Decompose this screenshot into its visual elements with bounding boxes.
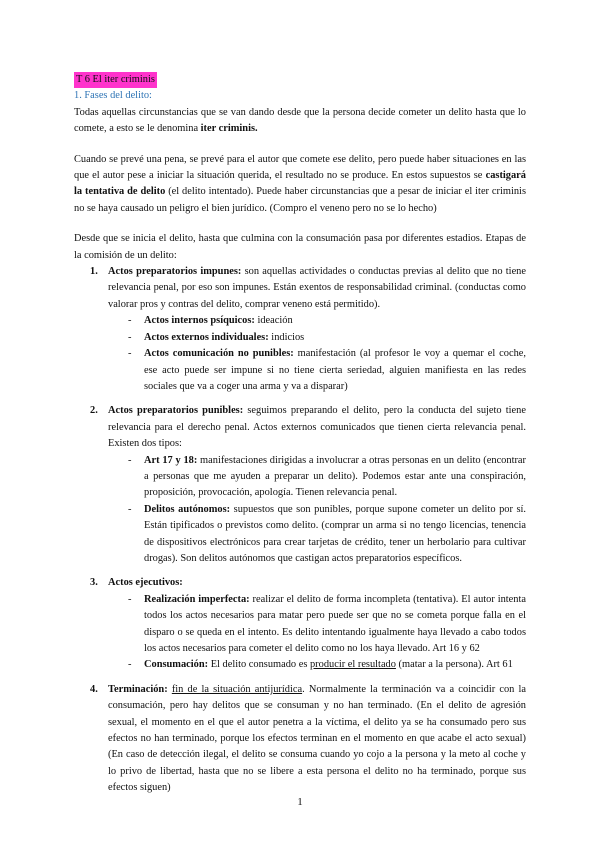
paragraph-tentativa	[74, 152, 526, 218]
paragraph-etapas: Desde que se inicia el delito, hasta que culmina con la consumación pasa por diferentes estadios. Etapas de la comisión de un delito:	[74, 233, 526, 261]
sub-text: manifestaciones dirigidas a involucrar a otras personas en un delito (encontrar a personas que me ayuden a preparar un delito). Podemos estar ante una conspiración, proposición, provocación, apología. Tienen relevancia penal.	[144, 454, 526, 499]
sub-heading: Art 17 y 18:	[144, 454, 198, 466]
sub-text: (matar a la persona). Art 61	[395, 659, 513, 671]
sub-list	[108, 592, 526, 674]
item-heading: Actos preparatorios punibles:	[108, 405, 244, 417]
bold-term: iter criminis.	[200, 123, 258, 135]
item-number: 4.	[90, 683, 98, 695]
sub-text: manifestación (al profesor le voy a quemar el coche, ese acto puede ser impune si no tiene cierta seriedad, alguien manifiesta en las redes sociales que va a coger una arma y va a disparar)	[144, 348, 526, 392]
item-text: son aquellas actividades o conductas previas al delito que no tiene relevancia penal, por eso son impunes. Están exentos de responsabilidad criminal. (conductas como valorar pros y contras del delito, comprar veneno está permitido).	[108, 266, 526, 310]
underlined-text: fin de la situación antijurídica	[171, 683, 303, 695]
sub-heading: Actos internos psíquicos:	[144, 315, 255, 327]
sub-text: indicios	[268, 331, 305, 343]
sub-item: - Delitos autónomos: supuestos que son punibles, porque supone cometer un delito por sí. Están tipificados o previstos como delito. (comprar un arma si no tengo licencias, tenencia de dispositivos electrónicos para crear tarjetas de crédito, tener un herbolario para cultivar drogas). Son delitos autónomos que castigan actos preparatorios específicos.	[128, 503, 526, 564]
page-number: 1	[297, 796, 303, 808]
paragraph-text: Cuando se prevé una pena, se prevé para el autor que comete ese delito, pero puede haber situaciones en las que el autor pese a iniciar la situación querida, el resultado no se produce. En estos supuestos se	[74, 153, 526, 182]
paragraph-text: Todas aquellas circunstancias que se van dando desde que la persona decide cometer un delito hasta que lo comete, a esto se le denomina	[74, 106, 526, 135]
sub-heading: Actos comunicación no punibles:	[144, 348, 294, 360]
item-heading: Actos ejecutivos:	[108, 577, 183, 589]
sub-heading: Delitos autónomos:	[144, 503, 231, 515]
sub-heading: Realización imperfecta:	[144, 593, 250, 605]
item-number: 2.	[90, 405, 98, 417]
underlined-text: producir el resultado	[309, 659, 396, 671]
bold-term: castigará la tentativa de delito	[74, 170, 526, 198]
paragraph-intro	[74, 105, 526, 138]
item-number: 3.	[90, 577, 98, 589]
paragraph-text: (el delito intentado). Puede haber circunstancias que a pesar de iniciar el iter criminis no se haya causado un peligro el bien jurídico. (Compro el veneno pero no se lo hecho)	[74, 186, 526, 214]
sub-text: supuestos que son punibles, porque supone cometer un delito por sí. Están tipificados o previstos como delito. (comprar un arma si no tengo licencias, tenencia de dispositivos electrónicos para crear tarjetas de crédito, tener un herbolario para cultivar drogas). Son delitos autónomos que castigan actos preparatorios específicos.	[144, 503, 526, 564]
sub-heading: Consumación:	[144, 659, 209, 671]
sub-item: - Consumación: El delito consumado es producir el resultado (matar a la persona). Art 61	[128, 659, 513, 671]
list-item	[74, 264, 526, 403]
sub-item: - Actos externos individuales: indicios	[128, 331, 305, 343]
sub-item: - Art 17 y 18: manifestaciones dirigidas a involucrar a otras personas en un delito (encontrar a personas que me ayuden a preparar un delito). Podemos estar ante una conspiración, proposición, provocación, apología. Tienen relevancia penal.	[128, 454, 526, 499]
item-heading: Actos preparatorios impunes:	[108, 266, 242, 278]
sub-heading: Actos externos individuales:	[144, 331, 269, 343]
document-page	[74, 72, 526, 797]
sub-list	[108, 453, 526, 568]
item-text: . Normalmente la terminación va a coincidir con la consumación, pero hay delitos que se consuman y no han terminado. (En el delito de agresión sexual, el momento en el que el autor penetra a la víctima, el delito ya se ha consumado pero sus efectos no han terminado, porque los efectos terminan en el momento en que acabe el acto sexual) (En caso de detección ilegal, el delito se consuma cuando yo cojo a la persona y la meto al coche y lo privo de libertad, hasta que no se libere a esta persona el delito no ha terminado, porque sus efectos siguen)	[108, 683, 526, 794]
sub-text: realizar el delito de forma incompleta (tentativa). El autor intenta todos los actos necesarios para matar pero puede ser que no se cometa porque falla en el disparo o se queda en el intento. Es delito intentando igualmente haya llevado a cabo todos los actos necesarios para cometer el delito como no los haya llevado. Art 16 y 62	[144, 593, 526, 654]
sub-text: El delito consumado es	[208, 659, 310, 671]
item-heading: Terminación:	[108, 683, 168, 695]
list-item	[74, 682, 526, 797]
sub-text: ideación	[254, 315, 293, 327]
item-number: 1.	[90, 266, 98, 278]
sub-list	[108, 313, 526, 395]
sub-item: - Realización imperfecta: realizar el delito de forma incompleta (tentativa). El autor intenta todos los actos necesarios para matar pero puede ser que no se cometa porque falla en el disparo o se queda en el intento. Es delito intentando igualmente haya llevado a cabo todos los actos necesarios para cometer el delito como no los haya llevado. Art 16 y 62	[128, 593, 526, 654]
page-title: T 6 El iter criminis	[74, 72, 157, 88]
section-heading: 1. Fases del delito:	[74, 90, 152, 102]
list-item	[74, 403, 526, 575]
item-text: seguimos preparando el delito, pero la conducta del sujeto tiene relevancia para el derecho penal. Actos externos comunicados que tienen cierta relevancia penal. Existen dos tipos:	[108, 405, 526, 450]
stages-list	[74, 264, 526, 797]
sub-item: - Actos comunicación no punibles: manifestación (al profesor le voy a quemar el coche, ese acto puede ser impune si no tiene cierta seriedad, alguien manifiesta en las redes sociales que va a coger una arma y va a disparar)	[128, 348, 526, 392]
list-item	[74, 575, 526, 681]
sub-item: - Actos internos psíquicos: ideación	[128, 315, 293, 327]
